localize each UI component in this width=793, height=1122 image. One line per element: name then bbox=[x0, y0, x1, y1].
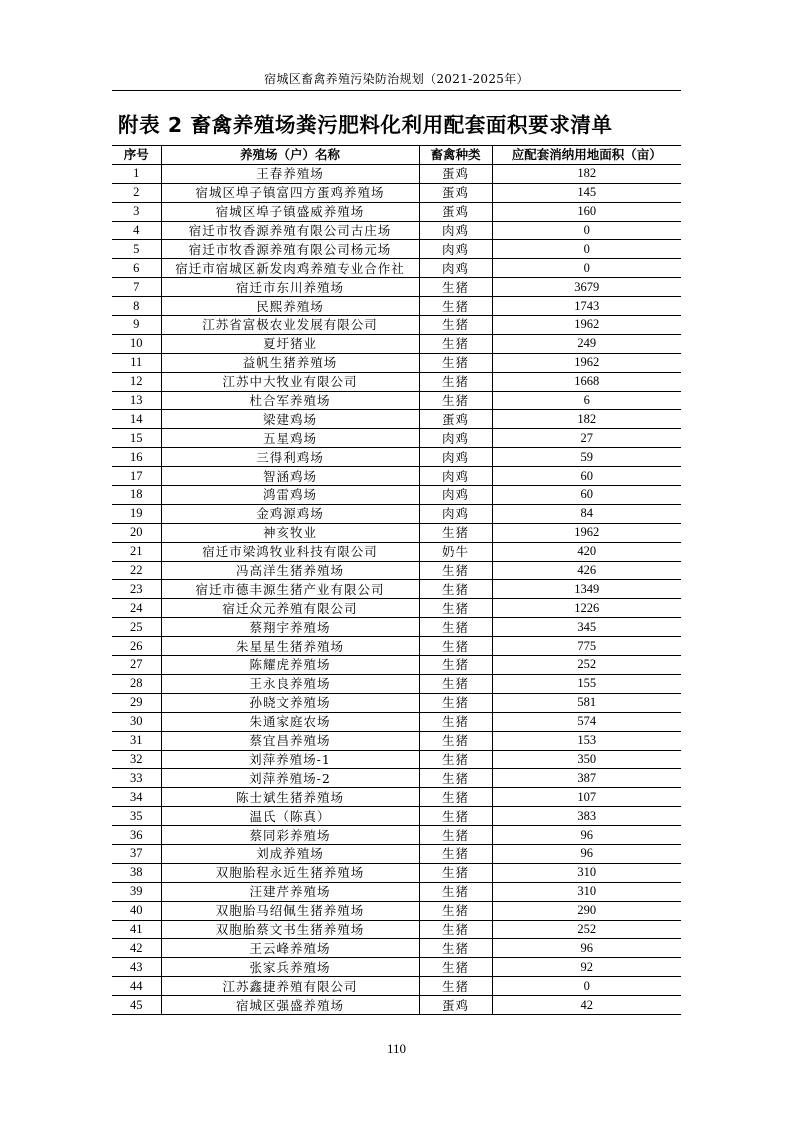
cell-farm-name: 金鸡源鸡场 bbox=[161, 504, 419, 523]
cell-index: 13 bbox=[112, 391, 161, 410]
cell-livestock-type: 蛋鸡 bbox=[419, 202, 492, 221]
table-row bbox=[112, 429, 681, 448]
cell-index: 27 bbox=[112, 656, 161, 675]
cell-index: 16 bbox=[112, 448, 161, 467]
cell-required-area: 3679 bbox=[492, 278, 681, 297]
cell-index: 38 bbox=[112, 863, 161, 882]
cell-farm-name: 宿城区强盛养殖场 bbox=[161, 996, 419, 1015]
cell-required-area: 107 bbox=[492, 788, 681, 807]
cell-farm-name: 陈耀虎养殖场 bbox=[161, 656, 419, 675]
cell-required-area: 96 bbox=[492, 826, 681, 845]
table-row bbox=[112, 656, 681, 675]
cell-index: 18 bbox=[112, 486, 161, 505]
table-row bbox=[112, 788, 681, 807]
cell-livestock-type: 蛋鸡 bbox=[419, 996, 492, 1015]
cell-farm-name: 温氏（陈真） bbox=[161, 807, 419, 826]
cell-index: 30 bbox=[112, 712, 161, 731]
cell-index: 39 bbox=[112, 882, 161, 901]
cell-farm-name: 刘萍养殖场-1 bbox=[161, 750, 419, 769]
cell-required-area: 1962 bbox=[492, 353, 681, 372]
table-row bbox=[112, 297, 681, 316]
cell-livestock-type: 生猪 bbox=[419, 901, 492, 920]
cell-index: 36 bbox=[112, 826, 161, 845]
cell-livestock-type: 肉鸡 bbox=[419, 429, 492, 448]
cell-livestock-type: 生猪 bbox=[419, 278, 492, 297]
cell-index: 5 bbox=[112, 240, 161, 259]
cell-livestock-type: 生猪 bbox=[419, 769, 492, 788]
cell-index: 11 bbox=[112, 353, 161, 372]
cell-index: 25 bbox=[112, 618, 161, 637]
table-row bbox=[112, 448, 681, 467]
col-header-farm-name: 养殖场（户）名称 bbox=[161, 146, 419, 165]
cell-farm-name: 孙晓文养殖场 bbox=[161, 693, 419, 712]
table-row bbox=[112, 731, 681, 750]
table-row bbox=[112, 542, 681, 561]
table-row bbox=[112, 504, 681, 523]
cell-livestock-type: 肉鸡 bbox=[419, 240, 492, 259]
cell-index: 28 bbox=[112, 674, 161, 693]
cell-livestock-type: 生猪 bbox=[419, 353, 492, 372]
cell-livestock-type: 生猪 bbox=[419, 712, 492, 731]
cell-required-area: 60 bbox=[492, 486, 681, 505]
cell-livestock-type: 生猪 bbox=[419, 637, 492, 656]
cell-farm-name: 双胞胎马绍佩生猪养殖场 bbox=[161, 901, 419, 920]
cell-livestock-type: 肉鸡 bbox=[419, 467, 492, 486]
cell-required-area: 96 bbox=[492, 939, 681, 958]
cell-required-area: 383 bbox=[492, 807, 681, 826]
cell-farm-name: 宿迁市德丰源生猪产业有限公司 bbox=[161, 580, 419, 599]
cell-livestock-type: 肉鸡 bbox=[419, 448, 492, 467]
table-row bbox=[112, 523, 681, 542]
cell-livestock-type: 生猪 bbox=[419, 523, 492, 542]
col-header-livestock-type: 畜禽种类 bbox=[419, 146, 492, 165]
table-row bbox=[112, 996, 681, 1015]
running-header: 宿城区畜禽养殖污染防治规划（2021-2025年） bbox=[264, 72, 529, 86]
cell-farm-name: 王春养殖场 bbox=[161, 164, 419, 183]
table-row bbox=[112, 240, 681, 259]
cell-livestock-type: 肉鸡 bbox=[419, 221, 492, 240]
cell-required-area: 350 bbox=[492, 750, 681, 769]
cell-required-area: 581 bbox=[492, 693, 681, 712]
table-row bbox=[112, 221, 681, 240]
cell-farm-name: 宿迁市牧香源养殖有限公司杨元场 bbox=[161, 240, 419, 259]
cell-required-area: 182 bbox=[492, 164, 681, 183]
cell-required-area: 0 bbox=[492, 259, 681, 278]
table-body bbox=[112, 164, 681, 1014]
cell-required-area: 252 bbox=[492, 656, 681, 675]
cell-required-area: 420 bbox=[492, 542, 681, 561]
cell-required-area: 1349 bbox=[492, 580, 681, 599]
cell-livestock-type: 生猪 bbox=[419, 977, 492, 996]
cell-farm-name: 宿城区埠子镇富四方蛋鸡养殖场 bbox=[161, 183, 419, 202]
cell-index: 33 bbox=[112, 769, 161, 788]
cell-required-area: 574 bbox=[492, 712, 681, 731]
cell-farm-name: 五星鸡场 bbox=[161, 429, 419, 448]
table-row bbox=[112, 259, 681, 278]
cell-index: 26 bbox=[112, 637, 161, 656]
cell-required-area: 42 bbox=[492, 996, 681, 1015]
cell-farm-name: 宿城区埠子镇盛威养殖场 bbox=[161, 202, 419, 221]
table-row bbox=[112, 920, 681, 939]
cell-required-area: 160 bbox=[492, 202, 681, 221]
cell-required-area: 345 bbox=[492, 618, 681, 637]
cell-livestock-type: 生猪 bbox=[419, 693, 492, 712]
cell-required-area: 0 bbox=[492, 977, 681, 996]
page-number: 110 bbox=[386, 1041, 407, 1056]
cell-farm-name: 鸿雷鸡场 bbox=[161, 486, 419, 505]
cell-livestock-type: 生猪 bbox=[419, 863, 492, 882]
table-row bbox=[112, 618, 681, 637]
table-row bbox=[112, 977, 681, 996]
cell-farm-name: 宿迁众元养殖有限公司 bbox=[161, 599, 419, 618]
cell-livestock-type: 生猪 bbox=[419, 920, 492, 939]
document-title: 附表 2 畜禽养殖场粪污肥料化利用配套面积要求清单 bbox=[118, 113, 613, 137]
cell-required-area: 0 bbox=[492, 221, 681, 240]
cell-index: 31 bbox=[112, 731, 161, 750]
cell-required-area: 145 bbox=[492, 183, 681, 202]
cell-required-area: 6 bbox=[492, 391, 681, 410]
cell-index: 12 bbox=[112, 372, 161, 391]
cell-index: 2 bbox=[112, 183, 161, 202]
cell-index: 41 bbox=[112, 920, 161, 939]
cell-livestock-type: 生猪 bbox=[419, 882, 492, 901]
cell-index: 34 bbox=[112, 788, 161, 807]
cell-index: 9 bbox=[112, 316, 161, 335]
cell-farm-name: 江苏省富极农业发展有限公司 bbox=[161, 316, 419, 335]
cell-livestock-type: 生猪 bbox=[419, 788, 492, 807]
cell-livestock-type: 生猪 bbox=[419, 618, 492, 637]
cell-required-area: 59 bbox=[492, 448, 681, 467]
cell-farm-name: 双胞胎程永近生猪养殖场 bbox=[161, 863, 419, 882]
table-row bbox=[112, 769, 681, 788]
cell-farm-name: 汪建芹养殖场 bbox=[161, 882, 419, 901]
cell-livestock-type: 生猪 bbox=[419, 372, 492, 391]
cell-farm-name: 智涵鸡场 bbox=[161, 467, 419, 486]
cell-index: 35 bbox=[112, 807, 161, 826]
cell-farm-name: 民熙养殖场 bbox=[161, 297, 419, 316]
cell-farm-name: 益帆生猪养殖场 bbox=[161, 353, 419, 372]
table-row bbox=[112, 693, 681, 712]
table-header-row bbox=[112, 146, 681, 165]
col-header-index: 序号 bbox=[112, 146, 161, 165]
cell-farm-name: 神亥牧业 bbox=[161, 523, 419, 542]
cell-required-area: 60 bbox=[492, 467, 681, 486]
cell-livestock-type: 肉鸡 bbox=[419, 504, 492, 523]
cell-index: 4 bbox=[112, 221, 161, 240]
cell-index: 23 bbox=[112, 580, 161, 599]
table-row bbox=[112, 712, 681, 731]
cell-required-area: 153 bbox=[492, 731, 681, 750]
cell-livestock-type: 蛋鸡 bbox=[419, 183, 492, 202]
cell-index: 20 bbox=[112, 523, 161, 542]
cell-required-area: 775 bbox=[492, 637, 681, 656]
cell-required-area: 1668 bbox=[492, 372, 681, 391]
cell-livestock-type: 生猪 bbox=[419, 656, 492, 675]
cell-farm-name: 杜合军养殖场 bbox=[161, 391, 419, 410]
cell-required-area: 249 bbox=[492, 334, 681, 353]
table-row bbox=[112, 882, 681, 901]
cell-required-area: 1743 bbox=[492, 297, 681, 316]
cell-index: 15 bbox=[112, 429, 161, 448]
table-row bbox=[112, 826, 681, 845]
table-row bbox=[112, 353, 681, 372]
table-row bbox=[112, 410, 681, 429]
cell-required-area: 310 bbox=[492, 863, 681, 882]
table-row bbox=[112, 278, 681, 297]
cell-farm-name: 蔡翔宇养殖场 bbox=[161, 618, 419, 637]
cell-index: 17 bbox=[112, 467, 161, 486]
cell-farm-name: 张家兵养殖场 bbox=[161, 958, 419, 977]
cell-farm-name: 双胞胎蔡文书生猪养殖场 bbox=[161, 920, 419, 939]
cell-farm-name: 梁建鸡场 bbox=[161, 410, 419, 429]
cell-index: 44 bbox=[112, 977, 161, 996]
cell-farm-name: 刘萍养殖场-2 bbox=[161, 769, 419, 788]
cell-index: 10 bbox=[112, 334, 161, 353]
cell-required-area: 96 bbox=[492, 844, 681, 863]
cell-index: 22 bbox=[112, 561, 161, 580]
cell-index: 37 bbox=[112, 844, 161, 863]
cell-livestock-type: 生猪 bbox=[419, 316, 492, 335]
cell-livestock-type: 生猪 bbox=[419, 599, 492, 618]
cell-livestock-type: 生猪 bbox=[419, 561, 492, 580]
cell-farm-name: 王云峰养殖场 bbox=[161, 939, 419, 958]
cell-required-area: 252 bbox=[492, 920, 681, 939]
table-row bbox=[112, 580, 681, 599]
cell-required-area: 92 bbox=[492, 958, 681, 977]
cell-livestock-type: 生猪 bbox=[419, 939, 492, 958]
cell-livestock-type: 肉鸡 bbox=[419, 259, 492, 278]
cell-livestock-type: 奶牛 bbox=[419, 542, 492, 561]
cell-required-area: 27 bbox=[492, 429, 681, 448]
cell-required-area: 155 bbox=[492, 674, 681, 693]
cell-index: 40 bbox=[112, 901, 161, 920]
table-row bbox=[112, 807, 681, 826]
cell-farm-name: 朱星星生猪养殖场 bbox=[161, 637, 419, 656]
col-header-required-area: 应配套消纳用地面积（亩） bbox=[492, 146, 681, 165]
cell-index: 43 bbox=[112, 958, 161, 977]
table-row bbox=[112, 863, 681, 882]
cell-required-area: 182 bbox=[492, 410, 681, 429]
table-row bbox=[112, 164, 681, 183]
table-row bbox=[112, 750, 681, 769]
cell-index: 24 bbox=[112, 599, 161, 618]
cell-index: 1 bbox=[112, 164, 161, 183]
table-row bbox=[112, 467, 681, 486]
table-row bbox=[112, 391, 681, 410]
cell-farm-name: 陈士斌生猪养殖场 bbox=[161, 788, 419, 807]
cell-farm-name: 三得利鸡场 bbox=[161, 448, 419, 467]
cell-livestock-type: 生猪 bbox=[419, 334, 492, 353]
cell-required-area: 310 bbox=[492, 882, 681, 901]
requirements-table bbox=[112, 145, 681, 1015]
cell-livestock-type: 蛋鸡 bbox=[419, 164, 492, 183]
cell-livestock-type: 生猪 bbox=[419, 807, 492, 826]
table-row bbox=[112, 316, 681, 335]
cell-livestock-type: 生猪 bbox=[419, 297, 492, 316]
cell-livestock-type: 肉鸡 bbox=[419, 486, 492, 505]
cell-livestock-type: 生猪 bbox=[419, 750, 492, 769]
header-rule bbox=[112, 90, 681, 91]
cell-farm-name: 宿迁市宿城区新发肉鸡养殖专业合作社 bbox=[161, 259, 419, 278]
cell-index: 14 bbox=[112, 410, 161, 429]
table-row bbox=[112, 599, 681, 618]
cell-livestock-type: 蛋鸡 bbox=[419, 410, 492, 429]
cell-farm-name: 朱通家庭农场 bbox=[161, 712, 419, 731]
cell-index: 19 bbox=[112, 504, 161, 523]
cell-livestock-type: 生猪 bbox=[419, 391, 492, 410]
cell-required-area: 1962 bbox=[492, 523, 681, 542]
cell-farm-name: 宿迁市东川养殖场 bbox=[161, 278, 419, 297]
cell-farm-name: 江苏中大牧业有限公司 bbox=[161, 372, 419, 391]
cell-index: 6 bbox=[112, 259, 161, 278]
cell-required-area: 426 bbox=[492, 561, 681, 580]
cell-required-area: 1962 bbox=[492, 316, 681, 335]
table-row bbox=[112, 183, 681, 202]
cell-farm-name: 蔡同彩养殖场 bbox=[161, 826, 419, 845]
cell-index: 8 bbox=[112, 297, 161, 316]
cell-index: 29 bbox=[112, 693, 161, 712]
cell-index: 32 bbox=[112, 750, 161, 769]
cell-index: 21 bbox=[112, 542, 161, 561]
table-row bbox=[112, 674, 681, 693]
cell-livestock-type: 生猪 bbox=[419, 674, 492, 693]
table-row bbox=[112, 844, 681, 863]
cell-livestock-type: 生猪 bbox=[419, 731, 492, 750]
cell-farm-name: 江苏鑫捷养殖有限公司 bbox=[161, 977, 419, 996]
cell-livestock-type: 生猪 bbox=[419, 958, 492, 977]
cell-required-area: 84 bbox=[492, 504, 681, 523]
cell-farm-name: 冯高洋生猪养殖场 bbox=[161, 561, 419, 580]
cell-farm-name: 王永良养殖场 bbox=[161, 674, 419, 693]
cell-required-area: 290 bbox=[492, 901, 681, 920]
cell-required-area: 0 bbox=[492, 240, 681, 259]
cell-index: 3 bbox=[112, 202, 161, 221]
table-row bbox=[112, 637, 681, 656]
cell-farm-name: 刘成养殖场 bbox=[161, 844, 419, 863]
table-row bbox=[112, 334, 681, 353]
cell-index: 7 bbox=[112, 278, 161, 297]
cell-farm-name: 蔡宜昌养殖场 bbox=[161, 731, 419, 750]
cell-required-area: 387 bbox=[492, 769, 681, 788]
table-row bbox=[112, 958, 681, 977]
cell-livestock-type: 生猪 bbox=[419, 580, 492, 599]
table-row bbox=[112, 561, 681, 580]
cell-farm-name: 夏圩猪业 bbox=[161, 334, 419, 353]
cell-livestock-type: 生猪 bbox=[419, 844, 492, 863]
cell-livestock-type: 生猪 bbox=[419, 826, 492, 845]
table-row bbox=[112, 939, 681, 958]
cell-index: 45 bbox=[112, 996, 161, 1015]
cell-required-area: 1226 bbox=[492, 599, 681, 618]
cell-farm-name: 宿迁市梁鸿牧业科技有限公司 bbox=[161, 542, 419, 561]
table-row bbox=[112, 372, 681, 391]
cell-farm-name: 宿迁市牧香源养殖有限公司古庄场 bbox=[161, 221, 419, 240]
table-row bbox=[112, 202, 681, 221]
table-row bbox=[112, 901, 681, 920]
cell-index: 42 bbox=[112, 939, 161, 958]
table-row bbox=[112, 486, 681, 505]
